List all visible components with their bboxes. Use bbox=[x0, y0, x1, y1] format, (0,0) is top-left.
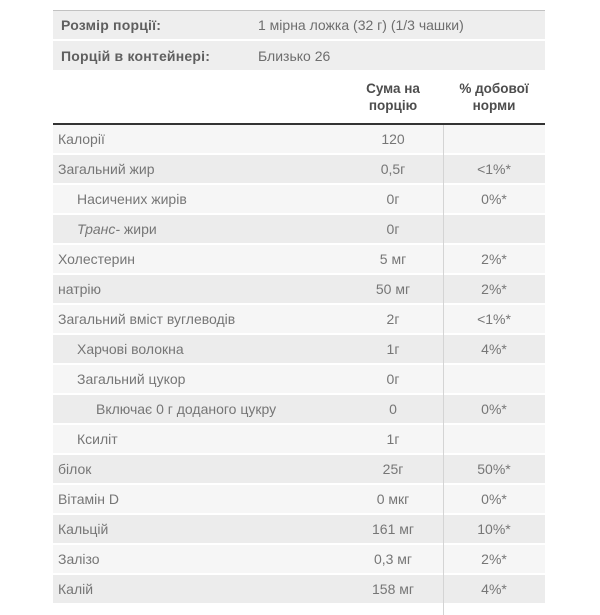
nutrient-label-text: білок bbox=[58, 461, 92, 477]
table-row bbox=[53, 185, 545, 215]
nutrient-label bbox=[53, 131, 343, 147]
nutrient-amount: 0г bbox=[386, 371, 400, 387]
nutrient-daily-value: 0%* bbox=[481, 191, 507, 207]
serving-size-label: Розмір порції: bbox=[61, 17, 162, 33]
nutrient-label-text: натрію bbox=[58, 281, 102, 297]
nutrient-label bbox=[53, 371, 343, 387]
serving-size-value: 1 мірна ложка (32 г) (1/3 чашки) bbox=[258, 17, 464, 33]
nutrient-daily-value: 2%* bbox=[481, 281, 507, 297]
nutrient-daily-value: 10%* bbox=[477, 521, 511, 537]
nutrient-amount: 158 мг bbox=[372, 581, 414, 597]
nutrient-label-text: жири bbox=[120, 221, 157, 237]
nutrient-amount: 50 мг bbox=[375, 281, 411, 297]
amount-column-header bbox=[343, 80, 443, 114]
nutrient-daily-value: 4%* bbox=[481, 341, 507, 357]
nutrient-amount: 0г bbox=[386, 221, 400, 237]
table-row bbox=[53, 515, 545, 545]
nutrient-amount: 5 мг bbox=[379, 251, 407, 267]
amount-header-line2: порцію bbox=[368, 97, 418, 113]
nutrient-daily-value: 50%* bbox=[477, 461, 511, 477]
nutrient-daily-value: 0%* bbox=[481, 401, 507, 417]
table-row bbox=[53, 365, 545, 395]
table-row bbox=[53, 485, 545, 515]
nutrient-label-text: Загальний жир bbox=[58, 161, 155, 177]
nutrient-label-text: Насичених жирів bbox=[77, 191, 187, 207]
nutrient-amount: 0 bbox=[389, 401, 397, 417]
nutrient-label bbox=[53, 161, 343, 177]
nutrient-label bbox=[53, 281, 343, 297]
nutrient-label-text: Холестерин bbox=[58, 251, 135, 267]
nutrient-label-text: Ксиліт bbox=[77, 431, 118, 447]
table-row bbox=[53, 545, 545, 575]
table-row bbox=[53, 395, 545, 425]
daily-value-header-line1: % добової bbox=[459, 80, 529, 96]
nutrient-label bbox=[53, 461, 343, 477]
nutrient-label bbox=[53, 251, 343, 267]
nutrient-label-text: Калорії bbox=[58, 131, 105, 147]
daily-value-header-line2: норми bbox=[472, 97, 516, 113]
nutrient-daily-value: 2%* bbox=[481, 251, 507, 267]
nutrient-amount: 25г bbox=[382, 461, 404, 477]
nutrient-daily-value: <1%* bbox=[477, 311, 511, 327]
nutrient-label bbox=[53, 221, 343, 237]
nutrition-rows bbox=[53, 125, 545, 605]
nutrient-label bbox=[53, 521, 343, 537]
amount-header-line1: Сума на bbox=[366, 80, 420, 96]
table-row bbox=[53, 155, 545, 185]
nutrient-label-text: Кальцій bbox=[58, 521, 109, 537]
nutrient-label-italic-part: Транс- bbox=[77, 221, 121, 237]
nutrient-label bbox=[53, 581, 343, 597]
nutrient-daily-value: 0%* bbox=[481, 491, 507, 507]
nutrient-daily-value: <1%* bbox=[477, 161, 511, 177]
column-divider bbox=[443, 125, 444, 615]
table-column-headers bbox=[53, 70, 545, 125]
servings-per-container-row bbox=[53, 41, 545, 70]
table-row bbox=[53, 275, 545, 305]
table-row bbox=[53, 575, 545, 605]
nutrient-amount: 1г bbox=[386, 341, 400, 357]
nutrient-amount: 0г bbox=[386, 191, 400, 207]
table-row bbox=[53, 305, 545, 335]
nutrient-amount: 120 bbox=[381, 131, 405, 147]
nutrient-label-text: Калій bbox=[58, 581, 94, 597]
nutrient-amount: 0 мкг bbox=[376, 491, 410, 507]
serving-info-section bbox=[53, 10, 545, 70]
table-row bbox=[53, 125, 545, 155]
nutrient-label-text: Залізо bbox=[58, 551, 100, 567]
nutrient-label-text: Харчові волокна bbox=[77, 341, 184, 357]
nutrient-label bbox=[53, 431, 343, 447]
nutrient-label-text: Включає 0 г доданого цукру bbox=[96, 401, 277, 417]
serving-size-row bbox=[53, 11, 545, 41]
servings-per-container-label: Порцій в контейнері: bbox=[61, 47, 211, 64]
table-row bbox=[53, 425, 545, 455]
nutrient-amount: 2г bbox=[386, 311, 400, 327]
nutrient-label bbox=[53, 341, 343, 357]
nutrient-amount: 1г bbox=[386, 431, 400, 447]
nutrient-label bbox=[53, 551, 343, 567]
nutrient-amount: 161 мг bbox=[372, 521, 414, 537]
daily-value-column-header bbox=[443, 80, 545, 114]
nutrient-label-text: Вітамін D bbox=[58, 491, 119, 507]
nutrient-label-text: Загальний вміст вуглеводів bbox=[58, 311, 236, 327]
nutrient-daily-value: 2%* bbox=[481, 551, 507, 567]
nutrient-label bbox=[53, 311, 343, 327]
table-row bbox=[53, 215, 545, 245]
nutrient-label bbox=[53, 491, 343, 507]
table-row bbox=[53, 455, 545, 485]
nutrient-amount: 0,3 мг bbox=[373, 551, 413, 567]
table-row bbox=[53, 245, 545, 275]
servings-per-container-value: Близько 26 bbox=[258, 47, 331, 64]
nutrient-label-text: Загальний цукор bbox=[77, 371, 186, 387]
nutrient-label bbox=[53, 401, 343, 417]
nutrition-facts-panel bbox=[53, 10, 545, 605]
nutrient-daily-value: 4%* bbox=[481, 581, 507, 597]
table-row bbox=[53, 335, 545, 365]
nutrient-label bbox=[53, 191, 343, 207]
nutrient-amount: 0,5г bbox=[380, 161, 406, 177]
